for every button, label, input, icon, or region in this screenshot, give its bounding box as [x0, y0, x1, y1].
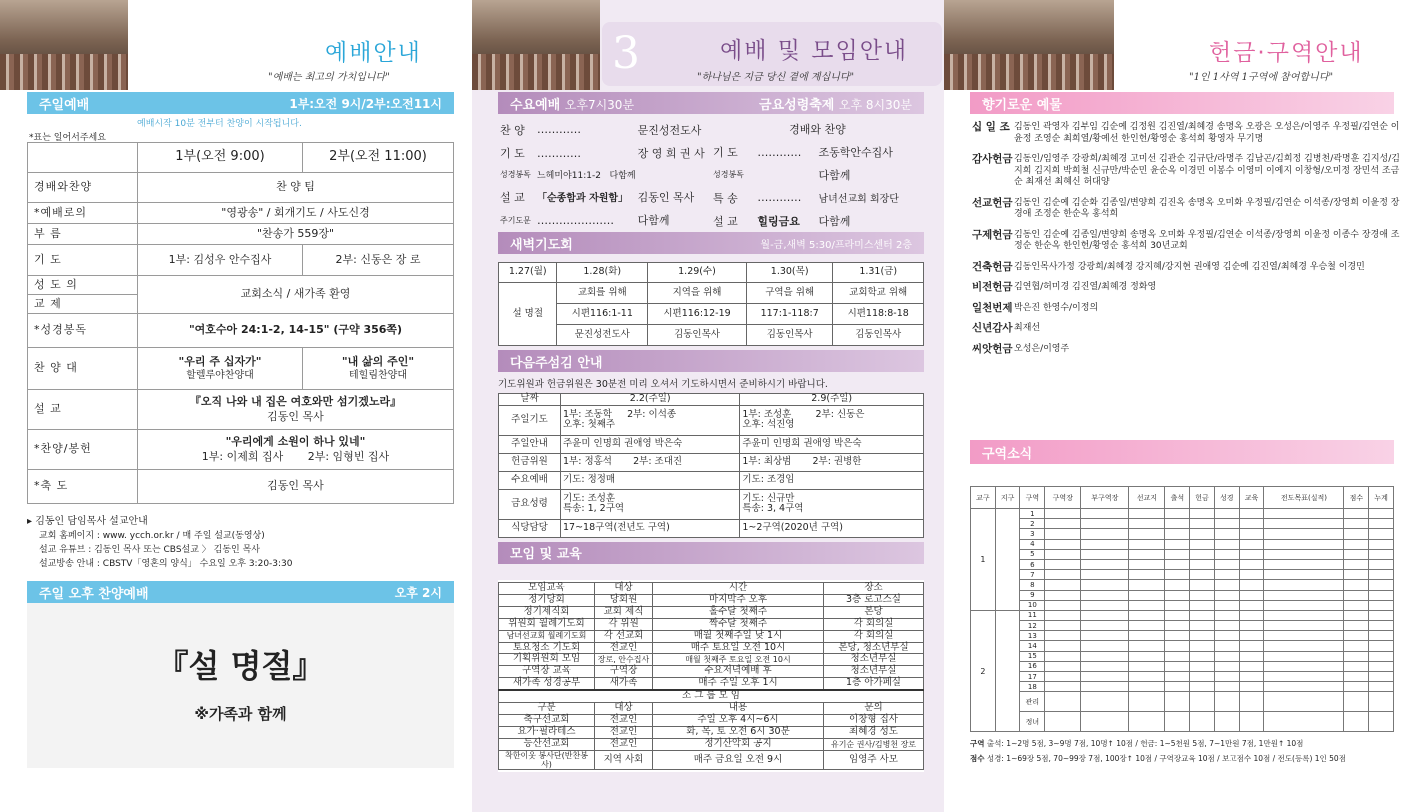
- header: [472, 0, 944, 92]
- section-bar-dawn: 새벽기도회 월-금,새벽 5:30/프라미스센터 2층: [498, 232, 924, 254]
- page-title: 예배안내: [325, 40, 422, 66]
- choir-photo: [472, 0, 600, 90]
- page-subtitle: "예배는 최고의 가치입니다": [268, 72, 390, 83]
- header: [0, 0, 472, 92]
- section-bar-edu: 모임 및 교육: [498, 542, 924, 564]
- panel-meetings: [472, 0, 944, 812]
- congregation-photo: [944, 0, 1114, 90]
- page-title: 예배 및 모임안내: [720, 38, 909, 64]
- section-bar-gifts: 향기로운 예물: [970, 92, 1394, 114]
- worship-photo: [0, 0, 128, 90]
- panel-worship: [0, 0, 472, 812]
- panel-offerings: [944, 0, 1416, 812]
- district-table: 교구 지구 구역 구역장 부구역장 선교지 출석 헌금 성경 교육 전도목표(실적) 점수 누계 1 1 2 3 4 5 6 7 8 9 10 2 11 12 13 14 15 16 17 18 관리 정녀: [970, 486, 1394, 732]
- holiday-box: 『설 명절』 ※가족과 함께: [27, 603, 454, 768]
- page-number: 3: [612, 28, 640, 79]
- section-bar-district: 구역소식: [970, 440, 1394, 464]
- page-title: 헌금·구역안내: [1209, 40, 1364, 66]
- sunday-order-table: 1부(오전 9:00) 2부(오전 11:00) 경배와찬양 찬 양 팀 *예배로의 "영광송" / 회개기도 / 사도신경 부 름 "찬송가 559장" 기 도 1부: 김성우 안수집사 2부: 신동은 장 로 성 도 의 교회소식 / 새가족 환영 교 제 *성경봉독 "여호수아 24:1-2, 14-15" (구약 356쪽) 찬 양 대 "우리 주 십자가" 할렐루야찬양대 "내 삶의 주인" 테힐림찬양대 설 교 『오직 나와 내 집은 여호와만 섬기겠노라』 김동인 목사 *찬양/봉헌 "우리에게 소원이 하나 있네" 1부: 이제희 집사 2부: 임형빈 집사 *축 도 김동인 목사: [27, 142, 454, 504]
- next-note: 기도위원과 헌금위원은 30분전 미리 오셔서 기도하시면서 준비하시기 바랍니다.: [498, 379, 828, 390]
- section-bar-next: 다음주섬김 안내: [498, 350, 924, 372]
- gift-list: 십 일 조 김동인 곽영자 김부임 김순예 김정원 김진열/최혜경 송명옥 오광은 오성은/이영주 우정필/김연순 이윤정 조영순 최희열/황예선 한인헌/황영순 홍석희 황영자 무기명 감사헌금 김동인/임영주 강광희/최혜경 고미선 김관순 김규단/라명주 김남곤/김희정 김병천/곽명훈 김지성/김지희 김지희 박희철 신규만/박순민 윤순옥 이경민 이봉수 이영미 이예지 이창형/오미정 장민석 조금순 최재선 최혜신 허대양 선교헌금 김동인 김순예 김순화 김종일/변양희 김진옥 송명옥 오미화 우정필/김연순 이석종/장영희 이윤정 장경애 조정순 한순옥 홍석희 구제헌금 김동인 김순예 김종일/변양희 송명옥 오미화 우정필/김연순 이석종/장영희 이윤정 이종수 장경애 조정순 한순옥 한인헌/황영순 홍석희 30년교회 건축헌금 김동인목사가정 강광희/최혜경 강지혜/강지현 권애영 김순예 김진열/최혜경 우승철 이경민 비전헌금 김연협/허미경 김진열/최혜경 정화영 일천번제 박은진 한영수/이정의 신년감사 최재선 씨앗헌금 오성은/이영주: [972, 121, 1400, 355]
- district-section: 구역소식 교구 지구 구역 구역장 부구역장 선교지 출석 헌금 성경 교육 전도목표(실적) 점수 누계 1 1 2 3 4 5 6 7 8 9 10 2 11 12 13 14 15 16 17 18 관리 정녀 구역 출석: 1~2명 5점, 3~9명 7점, 10명↑ 10점 / 헌금: 1~5천원 5점, 7~1만원 7점, 1만원↑ 10점 점수 성경: 1~69장 5점, 70~99장 7점, 100장↑ 10점 / 구역장교육 10점 / 보고점수 10점 / 전도(등록) 1인 50점: [970, 440, 1394, 764]
- stand-note: *표는 일어서주세요: [29, 133, 106, 143]
- section-bar-sunday: 주일예배 1부:오전 9시/2부:오전11시: [27, 92, 454, 114]
- header: [944, 0, 1416, 92]
- section-bar-afternoon: 주일 오후 찬양예배 오후 2시: [27, 581, 454, 603]
- intro-note: 예배시작 10분 전부터 찬양이 시작됩니다.: [137, 119, 302, 129]
- section-bar-wed-fri: 수요예배 오후7시30분 금요성령축제 오후 8시30분: [498, 92, 924, 114]
- dawn-table: 1.27(월) 1.28(화) 1.29(수) 1.30(목) 1.31(금) 설 명절 교회를 위해 지역을 위해 구역을 위해 교회학교 위해 시편116:1-11 시편116:12-19 117:1-118:7 시편118:8-18 문진성전도사 김동인목사 김동인목사 김동인목사: [498, 262, 924, 346]
- page-subtitle: "하나님은 지금 당신 곁에 계십니다": [697, 72, 855, 83]
- sermon-info: ▸ 김동인 담임목사 설교안내 교회 홈페이지 : www. ycch.or.kr / 매 주일 설교(동영상) 설교 유튜브 : 김동인 목사 또는 CBS설교 〉 김동인 목사 설교방송 안내 : CBSTV「영혼의 양식」 수요일 오후 3:20-3:30: [27, 516, 293, 569]
- page-subtitle: "1인 1사역 1구역에 참여합니다": [1189, 72, 1334, 83]
- edu-tables: 모임교육 대상 시간 장소 정기당회 당회원 마지막주 오후 3층 로고스실 정기제직회 교회 제직 홀수달 첫째주 본당 위원회 월례기도회 각 위원 짝수달 첫째주 각 회의실 남녀선교회 월례기도회 각 선교회 매월 첫째주일 낮 1시 각 회의실 토요청소 기도회 전교인 매주 토요일 오전 10시 본당, 청소년부실 기획위원회 모임 장로, 안수집사 매월 첫째주 토요일 오전 10시 청소년부실 구역장 교육 구역장 수요저녁예배 후 청소년부실 새가족 성경공부 새가족 매주 주일 오후 1시 1층 아가페실 소 그 룹 모 임 구분 대상 내용 문의 축구선교회 전교인 주일 오후 4시~6시 이창형 집사 요가·필라테스 전교인 화, 목, 토 오전 6시 30분 최혜경 성도 등산선교회 전교인 정기산악회 공지 유기순 권사/김병천 장로 착한이웃 봉사단(반찬봉사) 지역 사회 매주 금요일 오전 9시 임영주 사모: [498, 580, 924, 772]
- wed-fri-order: 찬 양 ………… 문진성전도사 기 도 ………… 장 영 희 권 사 성경봉독 느헤미야11:1-2 다함께 설 교 「순종함과 자원함」 김동인 목사 주기도문 ………………… 다함께 경배와 찬양 기 도 ………… 조동학안수집사 성경봉독 다함께 특 송 ………… 남녀선교회 회장단 설 교 힐링금요 다함께: [500, 123, 899, 228]
- next-week-table: 날짜 2.2(주일) 2.9(주일) 주일기도 1부: 조동학 2부: 이석종 오후: 첫째주 1부: 조성훈 2부: 신동은 오후: 석진영 주일안내 주윤미 인명희 권애영 박은숙 주윤미 인명희 권애영 박은숙 헌금위원 1부: 정홍석 2부: 조대진 1부: 최상범 2부: 권병한 수요예배 기도: 정정매 기도: 조경임 금요성령 기도: 조성훈 특송: 1, 2구역 기도: 신규만 특송: 3, 4구역 식당담당 17~18구역(전년도 구역) 1~2구역(2020년 구역): [498, 393, 924, 538]
